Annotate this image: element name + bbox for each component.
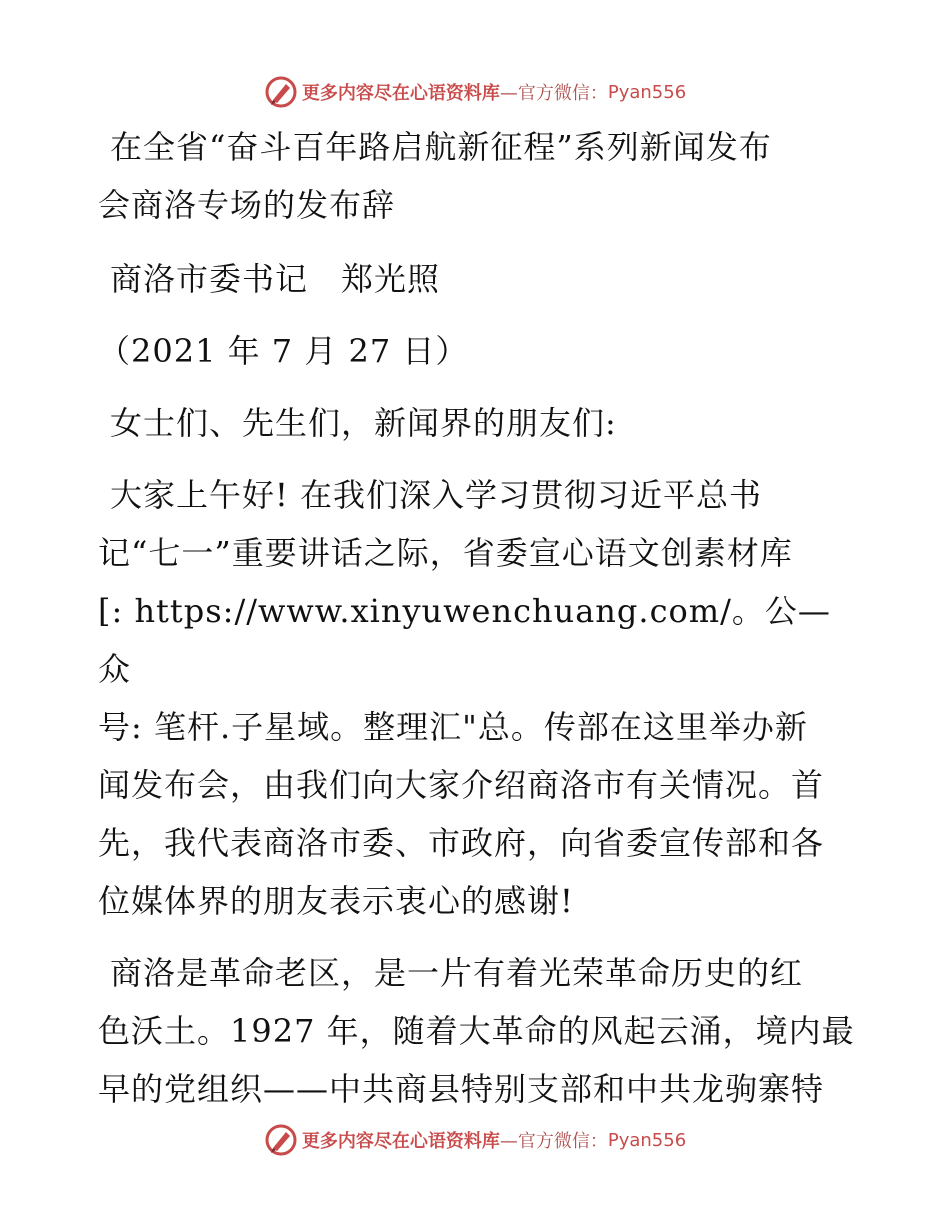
paragraph-line: 先，我代表商洛市委、市政府，向省委宣传部和各 <box>98 824 825 862</box>
pen-logo-icon <box>264 1123 298 1157</box>
banner-wechat-id: Pyan556 <box>607 81 687 103</box>
paragraph <box>98 944 858 1118</box>
header-banner <box>0 72 950 112</box>
author-line: 商洛市委书记 郑光照 <box>110 260 441 298</box>
paragraph-line: 色沃土。1927 年，随着大革命的风起云涌，境内最 <box>98 1012 855 1050</box>
title-line: 在全省“奋斗百年路启航新征程”系列新闻发布 <box>110 128 772 166</box>
paragraph-line: [: https://www.xinyuwenchuang.com/。公—众 <box>98 592 831 688</box>
title-line: 会商洛专场的发布辞 <box>98 186 396 224</box>
paragraph <box>98 466 858 930</box>
paragraph-line: 位媒体界的朋友表示衷心的感谢! <box>98 882 574 920</box>
greeting-line: 女士们、先生们，新闻界的朋友们: <box>110 404 617 442</box>
paragraph-line: 闻发布会，由我们向大家介绍商洛市有关情况。首 <box>98 766 825 804</box>
banner-wechat-id: Pyan556 <box>607 1129 687 1151</box>
paragraph-line: 商洛是革命老区，是一片有着光荣革命历史的红 <box>110 954 804 992</box>
banner-text: 更多内容尽在心语资料库 <box>301 83 500 104</box>
paragraph-line: 早的党组织——中共商县特别支部和中共龙驹寨特 <box>98 1070 825 1108</box>
pen-logo-icon <box>264 75 298 109</box>
paragraph-line: 大家上午好! 在我们深入学习贯彻习近平总书 <box>110 476 763 514</box>
paragraph-line: 号: 笔杆.子星域。整理汇"总。传部在这里举办新 <box>98 708 808 746</box>
banner-separator: —官方微信： <box>499 1131 608 1152</box>
paragraph-line: 记“七一”重要讲话之际，省委宣心语文创素材库 <box>98 534 793 572</box>
document-body <box>98 118 858 1132</box>
footer-banner <box>0 1120 950 1160</box>
date-line: （2021 年 7 月 27 日） <box>98 332 469 370</box>
document-title <box>98 118 858 234</box>
banner-separator: —官方微信： <box>499 83 608 104</box>
banner-text: 更多内容尽在心语资料库 <box>301 1131 500 1152</box>
